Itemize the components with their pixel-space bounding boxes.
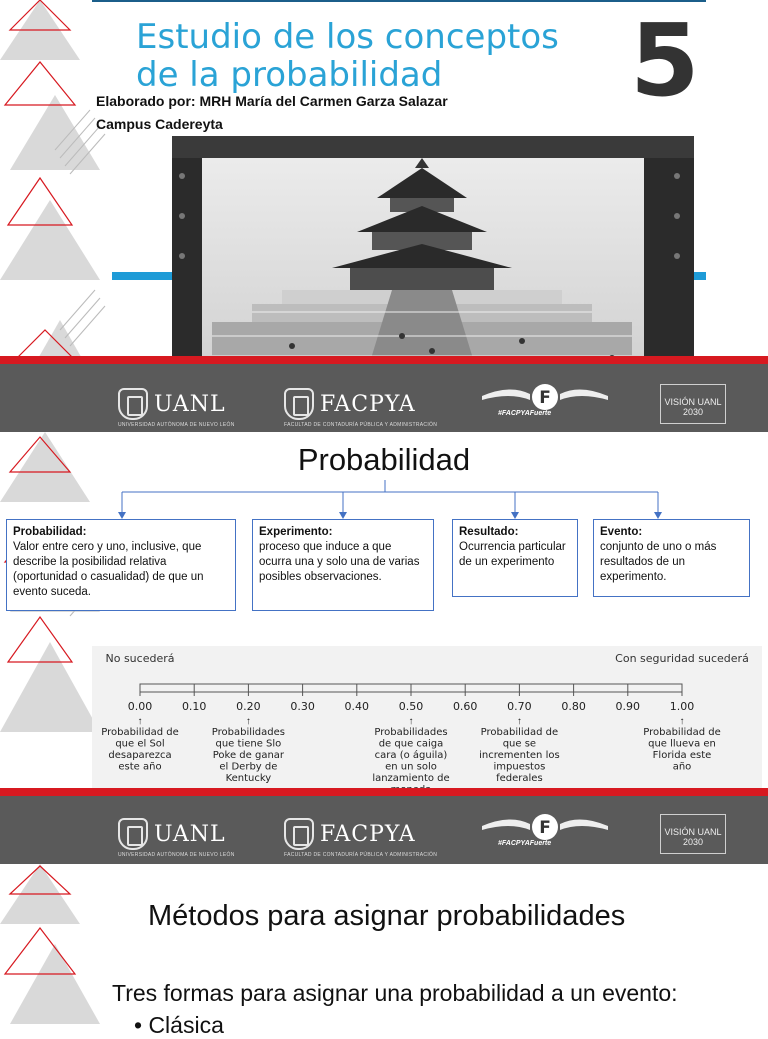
- concept-connectors: [0, 432, 768, 532]
- uanl-logo: UANL UNIVERSIDAD AUTÓNOMA DE NUEVO LEÓN: [118, 818, 226, 850]
- up-arrow-icon: ↑: [408, 716, 414, 727]
- temple-photo: [172, 136, 694, 388]
- scale-annotation: Probabilidad de que llueva en Florida este año: [643, 727, 721, 773]
- scale-tick-label: 0.10: [181, 700, 207, 713]
- scale-tick-label: 0.40: [344, 700, 370, 713]
- probability-scale-panel: [92, 646, 762, 806]
- scale-annotation: Probabilidades de que caiga cara (o águila) en un solo lanzamiento de: [372, 727, 450, 784]
- slide-2: [0, 432, 768, 864]
- facpya-logo: FACPYA FACULTAD DE CONTADURÍA PÚBLICA Y ADMINISTRACIÓN: [284, 388, 416, 420]
- scale-tick-label: 0.80: [561, 700, 586, 713]
- concept-box-resultado: Resultado: Ocurrencia particular de un experimento: [452, 519, 578, 597]
- accent-line-right: [694, 272, 706, 280]
- facpya-fuerte-badge: F #FACPYAFuerte: [480, 382, 610, 422]
- slide-3: [0, 864, 768, 1038]
- slide-title: Métodos para asignar probabilidades: [148, 900, 626, 932]
- uanl-logo: UANL UNIVERSIDAD AUTÓNOMA DE NUEVO LEÓN: [118, 388, 226, 420]
- accent-line-left: [112, 272, 172, 280]
- author-line: Elaborado por: MRH María del Carmen Garza Salazar: [96, 93, 448, 109]
- title-line-1: Estudio de los conceptos: [136, 17, 559, 57]
- triangle-decoration: [0, 864, 110, 1024]
- slide-title: Probabilidad: [297, 442, 471, 477]
- shield-icon: [118, 388, 148, 420]
- winged-f-icon: [480, 382, 610, 412]
- up-arrow-icon: ↑: [679, 716, 685, 727]
- scale-tick-label: 0.70: [507, 700, 532, 713]
- facpya-logo: FACPYA FACULTAD DE CONTADURÍA PÚBLICA Y ADMINISTRACIÓN: [284, 818, 416, 850]
- scale-tick-label: 0.50: [398, 700, 424, 713]
- vision-2030-logo: VISIÓN UANL 2030: [660, 384, 726, 424]
- scale-annotation: Probabilidad de que el Sol desaparezca este año: [101, 727, 179, 773]
- slide-title: [136, 18, 559, 94]
- vision-2030-logo: VISIÓN UANL 2030: [660, 814, 726, 854]
- up-arrow-icon: ↑: [516, 716, 522, 727]
- up-arrow-icon: ↑: [137, 716, 143, 727]
- probability-scale: [92, 646, 762, 806]
- scale-tick-label: 0.20: [236, 700, 261, 713]
- slide-1: [0, 0, 768, 432]
- facpya-fuerte-badge: F #FACPYAFuerte: [480, 812, 610, 852]
- chapter-number: 5: [630, 2, 700, 119]
- scale-annotation: Probabilidades que tiene Slo Poke de ganar el Derby de Kentucky: [211, 727, 286, 784]
- scale-tick-label: 0.60: [452, 700, 478, 713]
- concept-box-probabilidad: Probabilidad: Valor entre cero y uno, inclusive, que describe la posibilidad relativa (oportunidad o casualidad) de que un evento suceda.: [6, 519, 236, 611]
- title-line-2: de la probabilidad: [136, 55, 443, 95]
- scale-annotation: Probabilidad de que se incrementen los impuestos federales: [479, 727, 560, 784]
- scale-tick-label: 1.00: [669, 700, 695, 713]
- up-arrow-icon: ↑: [245, 716, 251, 727]
- scale-tick-label: 0.90: [615, 700, 641, 713]
- scale-right-label: Con seguridad sucederá: [615, 652, 749, 665]
- body-text: Tres formas para asignar una probabilidad a un evento:: [112, 980, 678, 1006]
- concept-box-experimento: Experimento: proceso que induce a que ocurra una y solo una de varias posibles observaciones.: [252, 519, 434, 611]
- svg-text:F: F: [539, 388, 551, 408]
- scale-left-label: No sucederá: [105, 652, 175, 665]
- shield-icon: [118, 818, 148, 850]
- top-rule: [92, 0, 706, 2]
- bullet-item: • Clásica: [134, 1012, 224, 1038]
- building-icon: [284, 818, 314, 850]
- svg-text:F: F: [539, 818, 551, 838]
- scale-tick-label: 0.30: [290, 700, 315, 713]
- campus-line: Campus Cadereyta: [96, 116, 223, 132]
- scale-tick-label: 0.00: [127, 700, 153, 713]
- building-icon: [284, 388, 314, 420]
- winged-f-icon: [480, 812, 610, 842]
- concept-box-evento: Evento: conjunto de uno o más resultados de un experimento.: [593, 519, 750, 597]
